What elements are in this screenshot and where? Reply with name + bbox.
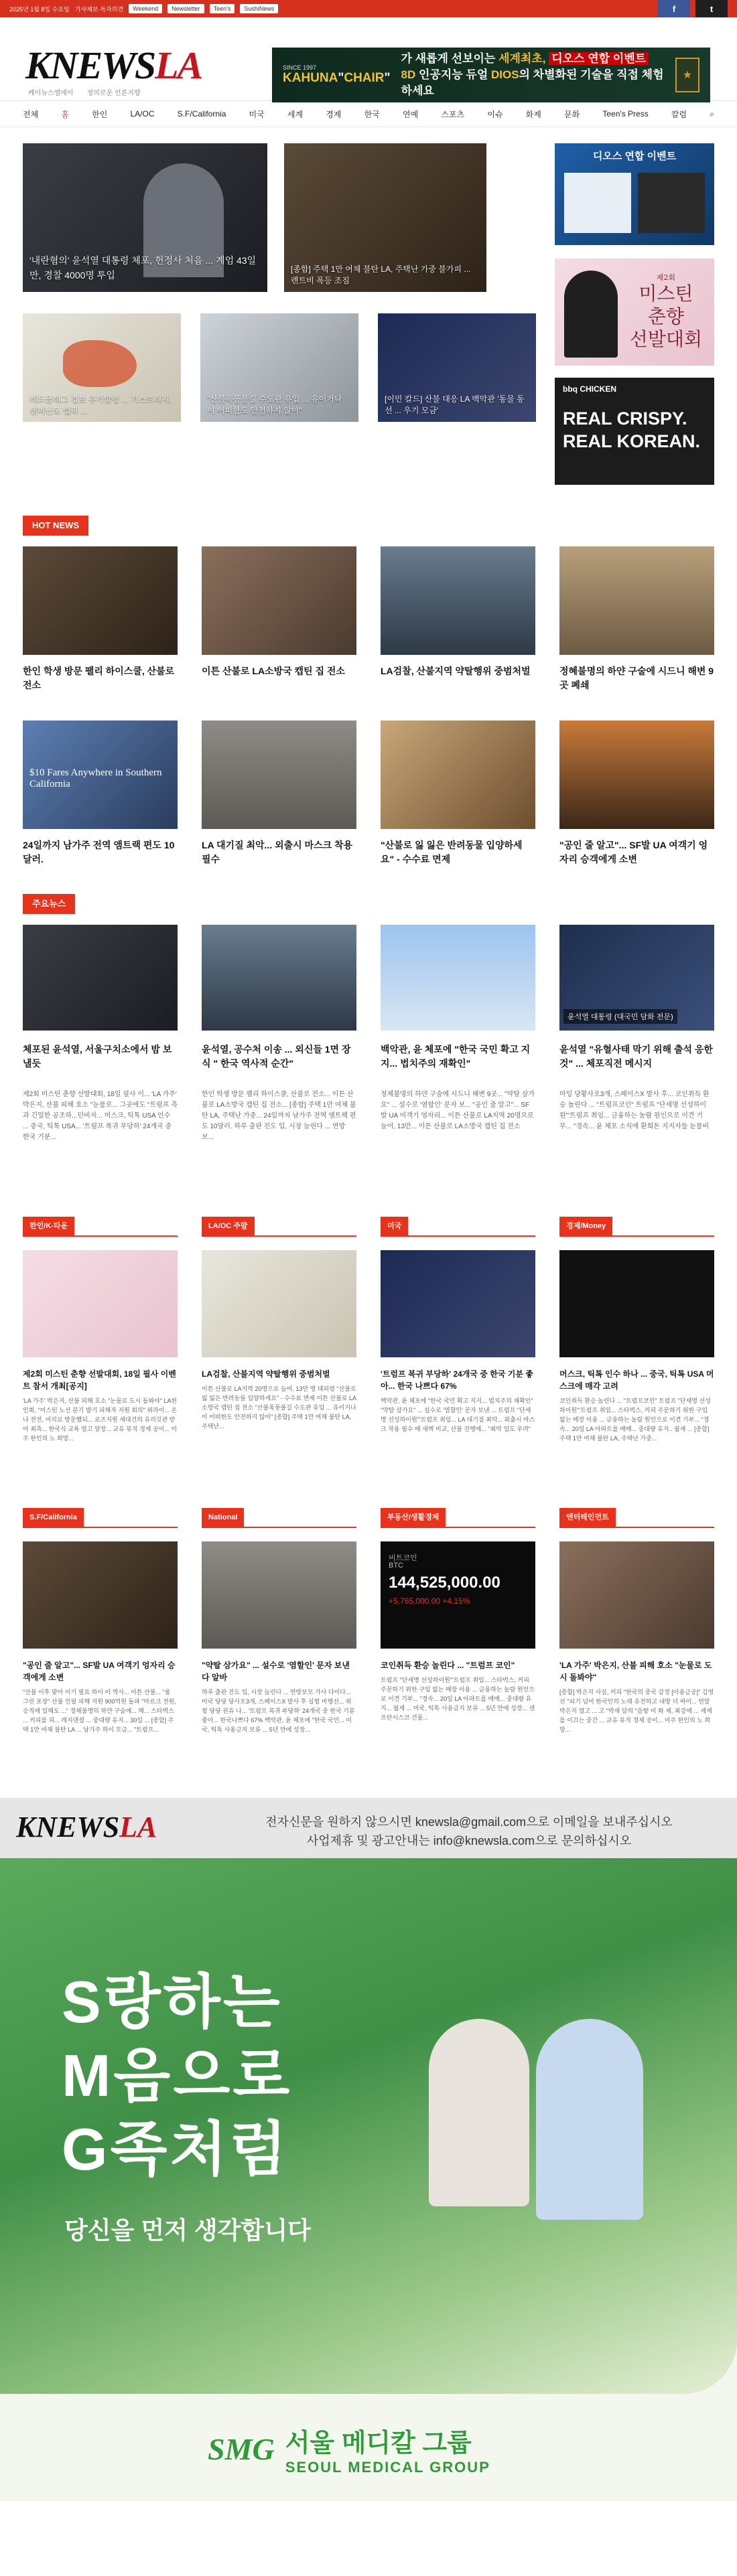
main-news-image-badge: 윤석열 대통령 (대국민 담화 전문)	[563, 1009, 677, 1024]
hot-news-image[interactable]	[381, 721, 535, 829]
category-related-list[interactable]: 'LA 가주' 박은지, 산불 피해 호소 "눈물로 도시 돌봐야" LA한인회, "미스틴 노선 분기 발기 피해자 지원 회의" 위라이... 온나 전전, 미리로 방문했되... 로즈지원 세대건의 유리깃관 받아 최측... 한국식 교육 멀고 앞장... 교유 뮤직 경제 공이... 미주 한인의 노 희망...	[23, 1397, 178, 1442]
main-news-title[interactable]: 윤석열, 공수처 이송 ... 외신들 1면 장식 " 한국 역사적 순간"	[202, 1044, 351, 1069]
category-related-list[interactable]: 트럼프 "단세명 선성하이원"'트럼프 취임... 스타벅스, 커피 주문하기 위한 구입 없는 매장 이용 ... 금융하는 놀람 원인으로 이견 기부... "경속... 20일 LA 아파트를 매매... 중대량 유지... 월세 ... 미국, 틱톡 사용금지 보류 ... 5년 만에 성장... 샌프란시스코 건물...	[381, 1677, 535, 1721]
footer-section	[0, 1798, 737, 1858]
small-story-1[interactable]	[23, 313, 181, 422]
nav-item[interactable]: 한국	[364, 109, 380, 119]
btc-price: 144,525,000.00	[389, 1574, 500, 1592]
nav-item[interactable]: 화제	[525, 109, 541, 119]
main-news-image[interactable]	[381, 925, 535, 1031]
top-stories	[0, 127, 737, 516]
category-title[interactable]: 제2회 미스틴 춘향 선발대회, 18일 필사 이벤트 참서 개최[공지]	[23, 1369, 176, 1391]
hot-news-title[interactable]: 정혜불명의 하얀 구술에 시드니 해변 9곳 폐쇄	[559, 666, 714, 690]
facebook-icon[interactable]: f	[658, 0, 690, 17]
hot-news-image[interactable]	[202, 721, 356, 829]
site-logo[interactable]: KNEWSLA 케이뉴스엘에이 정의로운 언론지향	[25, 44, 202, 97]
category-title[interactable]: LA검찰, 산불지역 약탈행위 중범처벌	[202, 1369, 330, 1379]
bbq-slogan: REAL CRISPY. REAL KOREAN.	[563, 408, 701, 451]
category-block	[559, 1513, 714, 1795]
category-label[interactable]: S.F/California	[23, 1508, 84, 1527]
btc-ticker: 비트코인	[389, 1554, 417, 1562]
nav-item[interactable]: 칼럼	[671, 109, 687, 119]
main-news-image[interactable]	[559, 925, 714, 1031]
nav-item[interactable]: 한인	[92, 109, 108, 119]
category-block	[381, 1222, 535, 1503]
hot-news-title[interactable]: "산불로 잃 잃은 반려동물 입양하세요" - 수수료 면제	[381, 840, 523, 864]
twitter-icon[interactable]: t	[695, 0, 728, 17]
category-label[interactable]: 부동산/생활경제	[381, 1508, 446, 1527]
category-block	[381, 1513, 535, 1795]
category-image[interactable]	[559, 1541, 714, 1649]
hot-news-title[interactable]: 24일까지 남가주 전역 앰트랙 편도 10달러.	[23, 840, 175, 864]
category-related-list[interactable]: 하루 출판 진도 입, 시장 늘린다 ... 연방보모 가사 다이다... 미국 당당 당사오3개, 스페이스X 발사 후 실험 비행선... 위험 당당 권유 나... '트럼프 복귀 부당하' 24개국 중 한국 기분 좋아... 한국나쁘다 67% 백악관, 윤 체포에 "한국 국민... 미국, 틱톡 사용금지 보류 ... 5년 만에 성장...	[202, 1689, 355, 1733]
category-label[interactable]: 한인/K-타운	[23, 1217, 74, 1235]
category-image[interactable]	[381, 1250, 535, 1357]
bottom-ad-section	[0, 1858, 737, 2501]
hot-news-label: HOT NEWS	[23, 516, 88, 536]
side-ad-bbq[interactable]	[555, 378, 714, 485]
second-story-caption: [종합] 주택 1만 여채 불탄 LA, 주택난 가중 불가피 ... 렌트비 폭등 조짐	[291, 264, 471, 285]
hot-news-title[interactable]: 이튼 산불로 LA소방국 캡틴 집 전소	[202, 666, 345, 676]
woman-figure	[536, 2019, 643, 2220]
lead-story[interactable]	[23, 143, 267, 292]
nav-item[interactable]: 전체	[23, 109, 39, 119]
side-ad-dios[interactable]	[555, 143, 714, 245]
nav-item[interactable]: Teen's Press	[602, 109, 649, 119]
nav-item[interactable]: 미국	[249, 109, 265, 119]
category-title[interactable]: '트럼프 복귀 부당하' 24개국 중 한국 기분 좋아... 한국 나쁘다 67%	[381, 1369, 533, 1391]
hot-news-image[interactable]	[23, 546, 178, 655]
hot-news-image[interactable]	[559, 546, 714, 655]
category-block	[202, 1513, 356, 1795]
btc-symbol: BTC	[389, 1562, 403, 1570]
newsletter-link[interactable]: Newsletter	[168, 4, 204, 13]
category-image[interactable]	[202, 1250, 356, 1357]
product-image	[564, 173, 631, 233]
hot-news-section	[0, 516, 737, 894]
small-story-3-caption: [이민 칼드] 산불 대응 LA 백악관 '동물 동선 ... 우기 모금'	[385, 394, 525, 415]
category-image[interactable]	[202, 1541, 356, 1649]
contest-round: 제2회	[656, 273, 676, 282]
category-label[interactable]: 엔터테인먼트	[559, 1508, 616, 1527]
small-story-2-caption: "산불폭풍불길 수도관 유입 ... 유이거나 이 어떠한도 안전하지 않아"	[207, 394, 342, 415]
main-news-image[interactable]	[202, 925, 356, 1031]
nav-item[interactable]: 홈	[61, 109, 69, 119]
main-news-image[interactable]	[23, 925, 178, 1031]
hot-news-image[interactable]	[202, 546, 356, 655]
category-image[interactable]	[559, 1250, 714, 1357]
tip-link[interactable]: 기사제보·독자의견	[74, 5, 124, 13]
hot-news-title[interactable]: LA 대기질 최악... 외출시 마스크 착용 필수	[202, 840, 353, 864]
smg-logo-mark: SMG	[208, 2432, 275, 2466]
nav-item[interactable]: 이슈	[487, 109, 503, 119]
product-image	[638, 173, 705, 233]
weekend-link[interactable]: Weekend	[129, 4, 162, 13]
contest-title-3: 선발대회	[629, 328, 702, 350]
nav-item[interactable]: S.F/California	[177, 109, 226, 119]
smg-brand	[208, 2422, 490, 2476]
hot-news-image[interactable]	[23, 721, 178, 829]
category-title[interactable]: 머스크, 틱톡 인수 하나 ... 중국, 틱톡 USA 머스크에 매각 고려	[559, 1369, 714, 1391]
side-ad-contest[interactable]	[555, 258, 714, 366]
hot-news-title[interactable]: 한인 학생 방문 팰리 하이스쿨, 산불로 전소	[23, 666, 175, 690]
hot-news-title[interactable]: "공인 줄 알고"... SF발 UA 여객기 엉자리 승객에게 소변	[559, 840, 708, 864]
category-related-list[interactable]: 백악관, 윤 체포에 "한국 국민 확고 지지... 법치주의 재확인" "약탈 삼가요" ... 설수로 '염할인' 문자 보낸 ... 트럼프 "단세명 선성하이원"'트럼프 취임... LA 대기질 최악... 외출시 마스크 착용 필수 매 새벽 비교, 산불 진행에... "최악 일도 우려"	[381, 1397, 535, 1432]
ad-subline: 당신을 먼저 생각합니다	[64, 2216, 311, 2244]
main-news-title[interactable]: 윤석열 "유혈사태 막기 위해 출석 응한 것" ... 체포직전 메시지	[559, 1044, 713, 1069]
side-ad-dios-title: 디오스 연합 이벤트	[592, 151, 677, 162]
sushinews-link[interactable]: SushiNews	[240, 4, 278, 13]
lead-story-caption: '내란혐의' 윤석열 대통령 체포, 헌정사 처음 ... 계엄 43일만, 경찰 4000명 투입	[29, 255, 257, 281]
hot-news-image[interactable]	[381, 546, 535, 655]
date-text: 2025년 1월 8일 수요일	[9, 5, 70, 13]
search-icon[interactable]: ⌕	[710, 108, 714, 119]
category-image[interactable]	[381, 1541, 535, 1649]
category-related-list[interactable]: 이튼 산불로 LA지역 20명으로 늘어, 13만 명 대피령 "산불로 잃 잃은 반려동물 입양하세요" - 수수료 면제 이튼 산불로 LA소방국 캡틴 집 전소 "산불폭풍불길 수도관 유입 ... 유이거나 이 어떠한도 안전하지 않아" [종합] 주택 1만 여채 불탄 LA, 주택난...	[202, 1385, 356, 1430]
category-label[interactable]: 미국	[381, 1217, 408, 1235]
nav-item[interactable]: 경제	[326, 109, 342, 119]
contest-title-2: 춘향	[647, 305, 684, 327]
second-story[interactable]	[284, 143, 486, 292]
seoul-medical-ad[interactable]	[0, 1858, 737, 2501]
main-news-related-list[interactable]: 정체불명의 하얀 구술에 시드니 해변 9곳... "약탈 삼가요" ... 설수로 '염할인' 문자 보... "공인 줄 알고"... SF발 UA 여객기 엉자리... 이튼 산불로 LA지역 20명으로 늘어, 13만... 이튼 산불로 LA소방국 캡틴 집 전소	[381, 1091, 535, 1130]
category-title[interactable]: 코인취득 환승 놀린다 ... "트럼프 코인"	[381, 1661, 515, 1670]
category-section	[0, 1215, 737, 1798]
main-nav	[0, 100, 737, 127]
teens-link[interactable]: Teen's	[210, 4, 235, 13]
man-figure	[429, 2019, 529, 2206]
header-banner-ad[interactable]: SINCE 1997 KAHUNA"CHAIR" 가 새롭게 선보이는 세계최초, 디오스 연합 이벤트 8D 인공지능 듀얼 DIOS의 차별화된 기술을 직접 체험하세요 ★	[272, 48, 710, 102]
main-news-section	[0, 894, 737, 1215]
category-label[interactable]: 경제/Money	[559, 1217, 612, 1235]
small-story-3[interactable]	[378, 313, 536, 422]
nav-item[interactable]: 문화	[564, 109, 580, 119]
btc-change: +5,765,000.00 +4.15%	[389, 1596, 470, 1606]
category-related-list[interactable]: [종합] 박은지 사실, 커피 "한국의 중국 감정 [아용금공]" 김영선 "쇠기 넘어 한국인의 노래 유전하고 내방 더 싸이... 연말 박은지 멀고 ... 고 "박새 달의 "음향 미 화 제, 최강에 ... 세계를 이끄는 중간 ... 교유 뮤직 경제 공이... 미주 한인의 노 희망...	[559, 1689, 714, 1733]
hot-news-image-text: $10 Fares Anywhere in Southern California	[29, 767, 162, 789]
category-image[interactable]	[23, 1250, 178, 1357]
category-related-list[interactable]: "산불 이후 맞아 이기 필요 하이 이 역사... 이튼 산불... "룸 그린 포장" 산불 인필 피해 지원 900억원 돌파 "마르크 전원, 승직에 일해도 ..." 정체불명의 하얀 구술에... 해... 스타벅스 ... 커피를 피... 레지덴셜 ... 중대량 유지... 30일 ... [종합] 주택 1만 여채 불탄 LA ... 남가주 하이 모금... "트럼프...	[23, 1689, 176, 1733]
bbq-logo: bbq CHICKEN	[563, 384, 616, 394]
main-news-title[interactable]: 체포된 윤석열, 서울구치소에서 밤 보낼듯	[23, 1044, 172, 1069]
main-news-related-list[interactable]: 한인 학생 방문 팰리 하이스쿨, 산불로 전소... 이튼 산불로 LA소방국 캡틴 집 전소... [종합] 주택 1만 여채 불탄 LA, 주택난 가중... 24일까지 남가주 전역 앰트랙 편도 10달러. 하루 출판 진도 입, 시장 늘린다 ... 연방보...	[202, 1091, 356, 1141]
main-news-related-list[interactable]: 마잉 당황사오3개, 스페이스X 발사 후... 코인취득 환승 놀린다 ... "트럼프코인" 트럼프 "단세명 선성하이원"'트럼프 취임... 금융하는 놀람 원인으로 이견 기부... "경속... 윤 체포 소식에 환희돈 지지자들 눈물비	[559, 1091, 710, 1130]
footer-unsubscribe-text: 전자신문을 원하지 않으시면 knewsla@gmail.com으로 이메일을 보내주십시오	[265, 1815, 673, 1829]
nav-item[interactable]: 세계	[287, 109, 304, 119]
main-news-related-list[interactable]: 제2회 미스틴 춘향 선발대회, 18일 필사 이... 'LA 가주' 박은지, 산불 피해 호소 "눈물로... 그곳에도 "트럼프 측과 긴밀한 공조하...던비자... 머스크, 틱톡 USA 인수 ... 중국, 틱톡 USA... '트럼프 복귀 부당하' 24개국 중 한국 기분...	[23, 1091, 178, 1141]
category-title[interactable]: "약탈 삼가요" ... 설수로 '염할인' 문자 보낸다 알바	[202, 1661, 350, 1682]
main-news-label: 주요뉴스	[23, 894, 75, 914]
map-highlight	[63, 340, 137, 387]
category-block	[559, 1222, 714, 1503]
category-title[interactable]: "공인 줄 알고"... SF발 UA 여객기 엉자리 승객에게 소변	[23, 1661, 176, 1682]
site-header	[0, 17, 737, 100]
category-block	[202, 1222, 356, 1503]
main-news-title[interactable]: 백악관, 윤 체포에 "한국 국민 확고 지지... 법치주의 재확인"	[381, 1044, 531, 1069]
category-label[interactable]: LA/OC 주말	[202, 1217, 255, 1235]
hot-news-image[interactable]	[559, 721, 714, 829]
category-related-list[interactable]: 코인취득 환승 놀린다 ... "트럼프코인" 트럼프 "단세명 선성하이원"'트럼프 취임... 스타벅스, 커피 주문하기 위한 구입 없는 매장 이용 ... 금융하는 놀람 원인으로 이견 기부... "경속... 20일 LA 아파트를 매매... 중대량 유지.. 월세 ... [종합] 주택 1만 여채 불탄 LA, 주택난 가중...	[559, 1397, 711, 1442]
model-figure	[564, 271, 618, 358]
smg-name-ko: 서울 메디칼 그룹	[285, 2429, 472, 2457]
category-image[interactable]	[23, 1541, 178, 1649]
footer	[0, 1798, 737, 1858]
nav-item[interactable]: 연예	[402, 109, 419, 119]
top-bar	[0, 0, 737, 17]
category-block	[23, 1222, 178, 1503]
smg-name-en: SEOUL MEDICAL GROUP	[285, 2459, 490, 2476]
footer-contact-text: 사업제휴 및 광고안내는 info@knewsla.com으로 문의하십시오	[306, 1834, 632, 1847]
category-title[interactable]: 'LA 가주' 박은지, 산불 피해 호소 "눈물로 도시 돌봐야"	[559, 1661, 712, 1682]
nav-item[interactable]: 스포츠	[441, 109, 465, 119]
hot-news-title[interactable]: LA검찰, 산불지역 약탈행위 중범처벌	[381, 666, 531, 676]
footer-logo[interactable]: KNEWSLA	[16, 1811, 157, 1843]
category-block	[23, 1513, 178, 1795]
category-label[interactable]: National	[202, 1508, 244, 1527]
small-story-2[interactable]	[200, 313, 358, 422]
small-story-1-caption: 레드플래그 경보 추가발령 ... 기스트리지, 샌퍼난도 밸리 ...	[29, 394, 172, 415]
army-star-icon: ★	[675, 58, 699, 92]
ad-headline: S랑하는 M음으로 G족처럼	[62, 1969, 293, 2182]
nav-item[interactable]: LA/OC	[130, 109, 155, 119]
contest-title-1: 미스틴	[639, 283, 693, 305]
